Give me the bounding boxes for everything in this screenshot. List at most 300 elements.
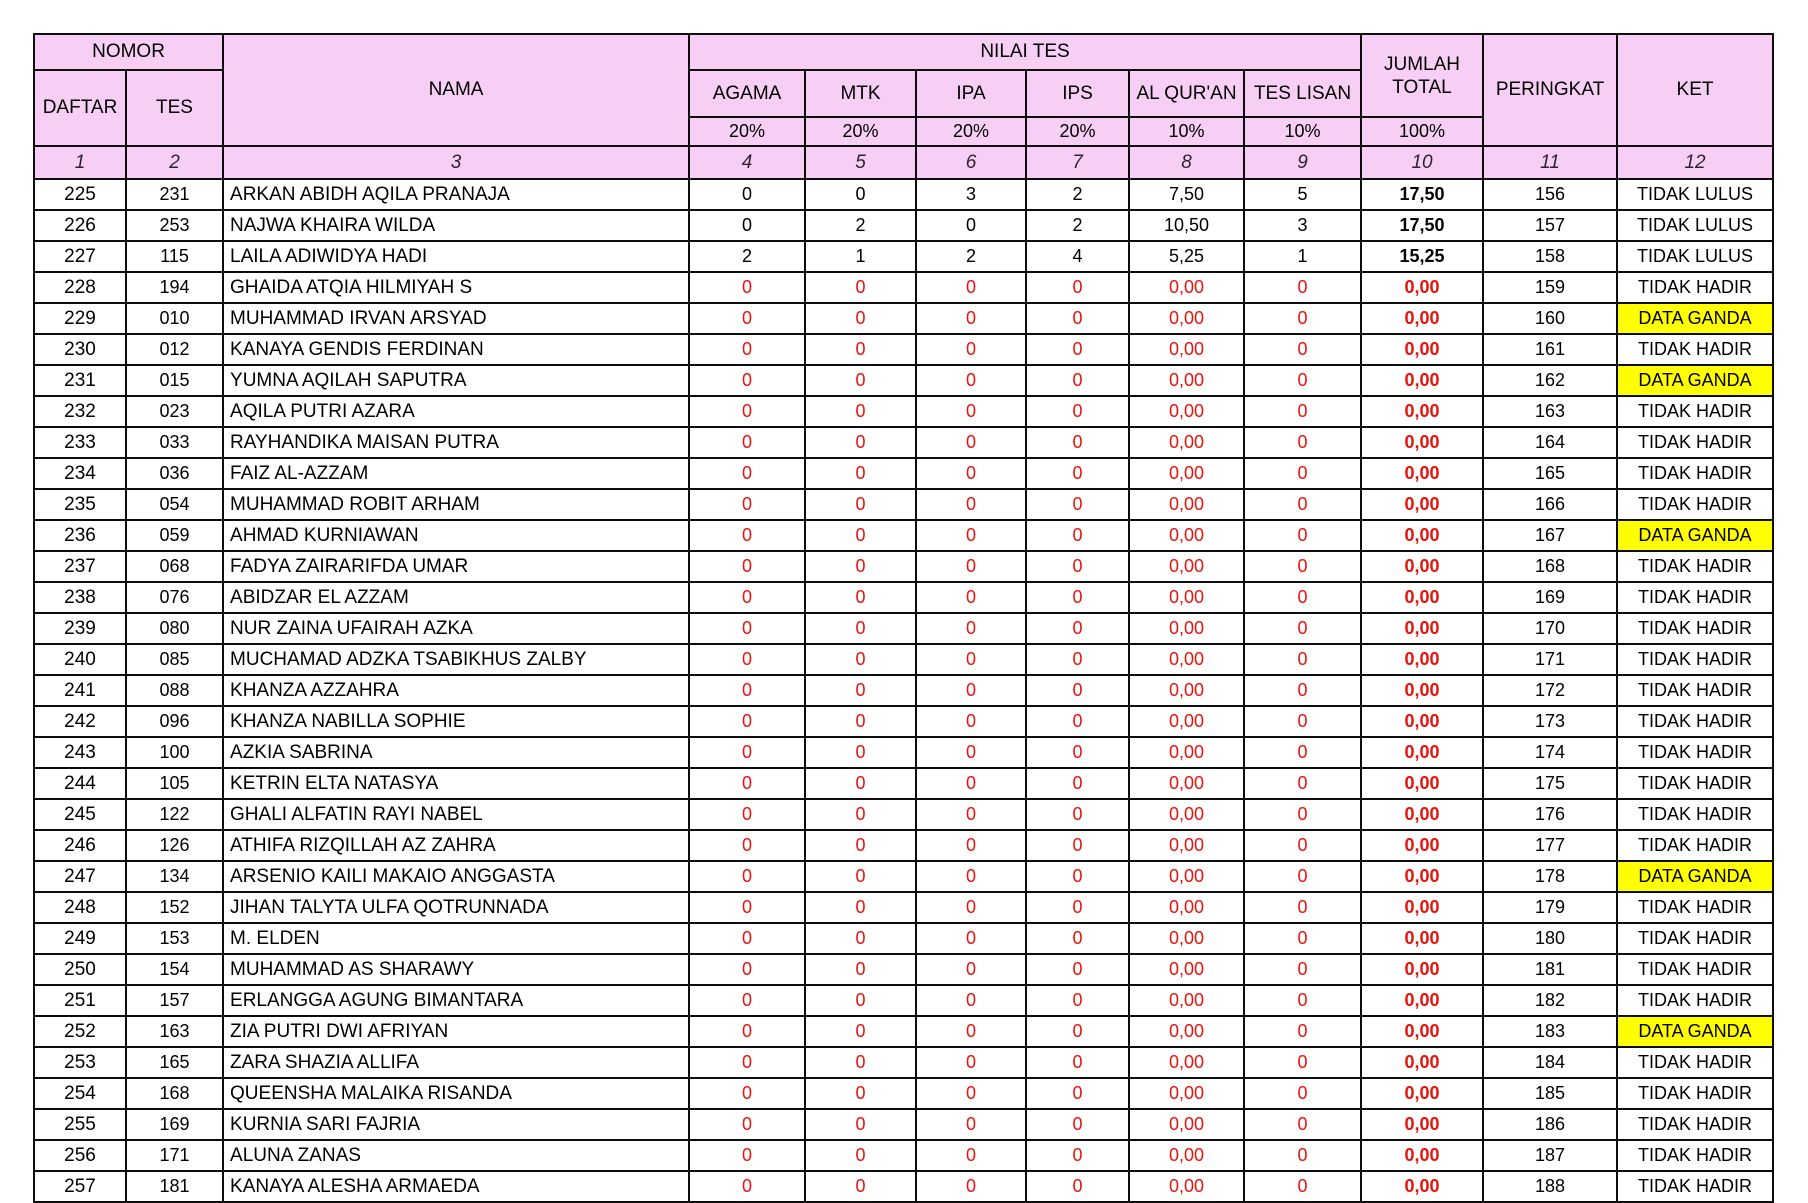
ket-cell: TIDAK HADIR <box>1617 396 1773 427</box>
ket-cell: DATA GANDA <box>1617 303 1773 334</box>
nama-cell: NAJWA KHAIRA WILDA <box>223 210 689 241</box>
daftar-cell: 229 <box>34 303 126 334</box>
score-cell: 0 <box>1026 489 1129 520</box>
score-cell: 0,00 <box>1129 1109 1244 1140</box>
score-cell: 0,00 <box>1129 427 1244 458</box>
ket-cell: TIDAK HADIR <box>1617 892 1773 923</box>
nama-cell: MUHAMMAD AS SHARAWY <box>223 954 689 985</box>
score-cell: 0 <box>805 334 916 365</box>
weight-agama: 20% <box>689 117 805 146</box>
ket-cell: DATA GANDA <box>1617 365 1773 396</box>
peringkat-cell: 175 <box>1483 768 1617 799</box>
score-cell: 0 <box>1026 706 1129 737</box>
score-cell: 5,25 <box>1129 241 1244 272</box>
tes-cell: 068 <box>126 551 223 582</box>
weight-ipa: 20% <box>916 117 1026 146</box>
table-row <box>34 985 1773 1016</box>
daftar-cell: 254 <box>34 1078 126 1109</box>
table-row <box>34 830 1773 861</box>
score-cell: 0 <box>916 830 1026 861</box>
score-cell: 0 <box>689 985 805 1016</box>
col-number-5: 5 <box>805 146 916 179</box>
score-cell: 0,00 <box>1129 303 1244 334</box>
table-row <box>34 1109 1773 1140</box>
peringkat-cell: 162 <box>1483 365 1617 396</box>
nama-cell: FAIZ AL-AZZAM <box>223 458 689 489</box>
score-cell: 0 <box>689 892 805 923</box>
score-cell: 0 <box>916 1140 1026 1171</box>
score-cell: 2 <box>1026 210 1129 241</box>
score-cell: 0 <box>916 768 1026 799</box>
score-cell: 0 <box>1026 768 1129 799</box>
score-cell: 0 <box>689 861 805 892</box>
score-cell: 0 <box>1244 458 1361 489</box>
daftar-cell: 245 <box>34 799 126 830</box>
score-cell: 0 <box>805 179 916 210</box>
total-cell: 0,00 <box>1361 675 1483 706</box>
col-number-7: 7 <box>1026 146 1129 179</box>
peringkat-cell: 181 <box>1483 954 1617 985</box>
ket-cell: TIDAK HADIR <box>1617 644 1773 675</box>
ket-cell: TIDAK HADIR <box>1617 489 1773 520</box>
score-cell: 0,00 <box>1129 768 1244 799</box>
score-cell: 0 <box>805 923 916 954</box>
daftar-cell: 239 <box>34 613 126 644</box>
nama-cell: FADYA ZAIRARIFDA UMAR <box>223 551 689 582</box>
tes-cell: 059 <box>126 520 223 551</box>
nama-cell: RAYHANDIKA MAISAN PUTRA <box>223 427 689 458</box>
total-cell: 0,00 <box>1361 334 1483 365</box>
total-cell: 0,00 <box>1361 1047 1483 1078</box>
score-cell: 0 <box>916 799 1026 830</box>
ket-cell: TIDAK HADIR <box>1617 737 1773 768</box>
tes-cell: 033 <box>126 427 223 458</box>
daftar-cell: 252 <box>34 1016 126 1047</box>
score-cell: 0 <box>689 396 805 427</box>
score-cell: 0 <box>916 737 1026 768</box>
score-cell: 0,00 <box>1129 1016 1244 1047</box>
score-cell: 0 <box>916 582 1026 613</box>
daftar-cell: 246 <box>34 830 126 861</box>
tes-cell: 171 <box>126 1140 223 1171</box>
score-cell: 7,50 <box>1129 179 1244 210</box>
score-cell: 0 <box>1244 861 1361 892</box>
score-cell: 0 <box>1026 427 1129 458</box>
col-number-12: 12 <box>1617 146 1773 179</box>
table-row <box>34 241 1773 272</box>
total-cell: 0,00 <box>1361 768 1483 799</box>
tes-cell: 163 <box>126 1016 223 1047</box>
score-cell: 2 <box>689 241 805 272</box>
score-cell: 0 <box>1026 272 1129 303</box>
score-cell: 5 <box>1244 179 1361 210</box>
score-cell: 0 <box>1244 427 1361 458</box>
score-cell: 0 <box>689 303 805 334</box>
daftar-cell: 243 <box>34 737 126 768</box>
score-cell: 0 <box>689 582 805 613</box>
score-cell: 0 <box>1026 923 1129 954</box>
table-row <box>34 334 1773 365</box>
score-cell: 0 <box>805 1016 916 1047</box>
daftar-cell: 244 <box>34 768 126 799</box>
score-cell: 0 <box>1244 303 1361 334</box>
subject-header-mtk: MTK <box>805 70 916 117</box>
daftar-cell: 249 <box>34 923 126 954</box>
tes-cell: 181 <box>126 1171 223 1202</box>
score-cell: 0 <box>805 520 916 551</box>
score-cell: 0 <box>689 1140 805 1171</box>
score-cell: 0 <box>689 1016 805 1047</box>
tes-cell: 134 <box>126 861 223 892</box>
daftar-cell: 234 <box>34 458 126 489</box>
nama-cell: ALUNA ZANAS <box>223 1140 689 1171</box>
daftar-cell: 232 <box>34 396 126 427</box>
peringkat-cell: 159 <box>1483 272 1617 303</box>
exam-results-sheet <box>33 33 1774 1203</box>
daftar-cell: 228 <box>34 272 126 303</box>
score-cell: 0 <box>1026 303 1129 334</box>
total-cell: 15,25 <box>1361 241 1483 272</box>
tes-cell: 115 <box>126 241 223 272</box>
score-cell: 0 <box>1244 613 1361 644</box>
peringkat-cell: 174 <box>1483 737 1617 768</box>
peringkat-cell: 187 <box>1483 1140 1617 1171</box>
table-row <box>34 303 1773 334</box>
table-row <box>34 675 1773 706</box>
peringkat-cell: 163 <box>1483 396 1617 427</box>
daftar-cell: 226 <box>34 210 126 241</box>
tes-cell: 105 <box>126 768 223 799</box>
peringkat-cell: 183 <box>1483 1016 1617 1047</box>
table-row <box>34 892 1773 923</box>
table-row <box>34 1016 1773 1047</box>
score-cell: 0,00 <box>1129 706 1244 737</box>
total-cell: 0,00 <box>1361 985 1483 1016</box>
jumlah-total-header: JUMLAH TOTAL <box>1361 34 1483 117</box>
col-number-8: 8 <box>1129 146 1244 179</box>
peringkat-cell: 184 <box>1483 1047 1617 1078</box>
score-cell: 0 <box>916 458 1026 489</box>
score-cell: 0 <box>689 1047 805 1078</box>
subject-header-agama: AGAMA <box>689 70 805 117</box>
score-cell: 0 <box>1244 768 1361 799</box>
nama-cell: KANAYA GENDIS FERDINAN <box>223 334 689 365</box>
tes-cell: 076 <box>126 582 223 613</box>
ket-cell: TIDAK HADIR <box>1617 923 1773 954</box>
total-cell: 0,00 <box>1361 551 1483 582</box>
nama-cell: KURNIA SARI FAJRIA <box>223 1109 689 1140</box>
tes-cell: 126 <box>126 830 223 861</box>
tes-cell: 169 <box>126 1109 223 1140</box>
score-cell: 0,00 <box>1129 923 1244 954</box>
daftar-cell: 235 <box>34 489 126 520</box>
nama-cell: MUHAMMAD ROBIT ARHAM <box>223 489 689 520</box>
score-cell: 0 <box>689 768 805 799</box>
peringkat-cell: 171 <box>1483 644 1617 675</box>
nama-cell: ZARA SHAZIA ALLIFA <box>223 1047 689 1078</box>
daftar-cell: 247 <box>34 861 126 892</box>
total-cell: 0,00 <box>1361 923 1483 954</box>
total-cell: 0,00 <box>1361 520 1483 551</box>
score-cell: 0 <box>1026 1171 1129 1202</box>
table-row <box>34 1078 1773 1109</box>
peringkat-header: PERINGKAT <box>1483 34 1617 146</box>
table-row <box>34 458 1773 489</box>
peringkat-cell: 186 <box>1483 1109 1617 1140</box>
table-row <box>34 551 1773 582</box>
tes-cell: 168 <box>126 1078 223 1109</box>
score-cell: 0 <box>805 396 916 427</box>
nama-cell: GHAIDA ATQIA HILMIYAH S <box>223 272 689 303</box>
score-cell: 0,00 <box>1129 675 1244 706</box>
subject-header-ipa: IPA <box>916 70 1026 117</box>
nama-cell: M. ELDEN <box>223 923 689 954</box>
score-cell: 0,00 <box>1129 830 1244 861</box>
score-cell: 0 <box>805 675 916 706</box>
nama-cell: KETRIN ELTA NATASYA <box>223 768 689 799</box>
nama-cell: KANAYA ALESHA ARMAEDA <box>223 1171 689 1202</box>
nama-cell: ARKAN ABIDH AQILA PRANAJA <box>223 179 689 210</box>
table-row <box>34 520 1773 551</box>
score-cell: 0 <box>805 892 916 923</box>
score-cell: 0 <box>1026 799 1129 830</box>
nama-cell: LAILA ADIWIDYA HADI <box>223 241 689 272</box>
nilai-tes-group-header: NILAI TES <box>689 34 1361 70</box>
score-cell: 0 <box>916 613 1026 644</box>
score-cell: 0 <box>1026 830 1129 861</box>
score-cell: 0 <box>805 954 916 985</box>
score-cell: 0 <box>1026 737 1129 768</box>
table-row <box>34 737 1773 768</box>
score-cell: 0 <box>689 365 805 396</box>
tes-cell: 122 <box>126 799 223 830</box>
tes-cell: 088 <box>126 675 223 706</box>
score-cell: 0 <box>1244 644 1361 675</box>
table-header <box>34 34 1773 179</box>
total-cell: 0,00 <box>1361 737 1483 768</box>
ket-cell: TIDAK LULUS <box>1617 241 1773 272</box>
score-cell: 0 <box>689 458 805 489</box>
ket-header: KET <box>1617 34 1773 146</box>
ket-cell: TIDAK HADIR <box>1617 1171 1773 1202</box>
exam-results-table <box>33 33 1774 1203</box>
score-cell: 0,00 <box>1129 458 1244 489</box>
ket-cell: TIDAK HADIR <box>1617 551 1773 582</box>
peringkat-cell: 157 <box>1483 210 1617 241</box>
ket-cell: TIDAK HADIR <box>1617 272 1773 303</box>
ket-cell: TIDAK HADIR <box>1617 706 1773 737</box>
peringkat-cell: 188 <box>1483 1171 1617 1202</box>
ket-cell: DATA GANDA <box>1617 520 1773 551</box>
table-row <box>34 427 1773 458</box>
score-cell: 0 <box>916 706 1026 737</box>
table-body <box>34 179 1773 1202</box>
tes-cell: 157 <box>126 985 223 1016</box>
score-cell: 0 <box>1026 1140 1129 1171</box>
score-cell: 0 <box>1244 582 1361 613</box>
score-cell: 0 <box>1244 520 1361 551</box>
total-cell: 0,00 <box>1361 427 1483 458</box>
score-cell: 0,00 <box>1129 954 1244 985</box>
score-cell: 0,00 <box>1129 551 1244 582</box>
nama-cell: MUHAMMAD IRVAN ARSYAD <box>223 303 689 334</box>
score-cell: 0,00 <box>1129 520 1244 551</box>
ket-cell: TIDAK HADIR <box>1617 427 1773 458</box>
score-cell: 0 <box>689 551 805 582</box>
table-row <box>34 489 1773 520</box>
total-cell: 0,00 <box>1361 613 1483 644</box>
subject-header-ips: IPS <box>1026 70 1129 117</box>
score-cell: 0 <box>1244 1047 1361 1078</box>
peringkat-cell: 156 <box>1483 179 1617 210</box>
total-cell: 0,00 <box>1361 954 1483 985</box>
tes-cell: 096 <box>126 706 223 737</box>
peringkat-cell: 169 <box>1483 582 1617 613</box>
peringkat-cell: 176 <box>1483 799 1617 830</box>
score-cell: 0 <box>916 861 1026 892</box>
score-cell: 0 <box>805 303 916 334</box>
score-cell: 0 <box>689 644 805 675</box>
score-cell: 0 <box>916 1078 1026 1109</box>
score-cell: 0 <box>1244 551 1361 582</box>
table-row <box>34 706 1773 737</box>
table-row <box>34 582 1773 613</box>
ket-cell: DATA GANDA <box>1617 861 1773 892</box>
score-cell: 0 <box>1026 1109 1129 1140</box>
ket-cell: TIDAK HADIR <box>1617 334 1773 365</box>
nama-cell: ATHIFA RIZQILLAH AZ ZAHRA <box>223 830 689 861</box>
score-cell: 0 <box>1244 1109 1361 1140</box>
score-cell: 0,00 <box>1129 644 1244 675</box>
score-cell: 0,00 <box>1129 1140 1244 1171</box>
score-cell: 0 <box>1244 985 1361 1016</box>
score-cell: 0 <box>805 458 916 489</box>
peringkat-cell: 178 <box>1483 861 1617 892</box>
nama-header: NAMA <box>223 34 689 146</box>
total-cell: 0,00 <box>1361 644 1483 675</box>
score-cell: 2 <box>916 241 1026 272</box>
score-cell: 0 <box>805 1140 916 1171</box>
tes-cell: 253 <box>126 210 223 241</box>
nama-cell: KHANZA AZZAHRA <box>223 675 689 706</box>
score-cell: 0 <box>1026 520 1129 551</box>
score-cell: 0 <box>916 551 1026 582</box>
score-cell: 0 <box>916 1016 1026 1047</box>
score-cell: 0 <box>1244 1140 1361 1171</box>
score-cell: 0 <box>689 489 805 520</box>
nama-cell: KHANZA NABILLA SOPHIE <box>223 706 689 737</box>
total-cell: 0,00 <box>1361 303 1483 334</box>
nama-cell: ERLANGGA AGUNG BIMANTARA <box>223 985 689 1016</box>
score-cell: 0,00 <box>1129 1078 1244 1109</box>
score-cell: 0 <box>805 365 916 396</box>
total-cell: 0,00 <box>1361 1109 1483 1140</box>
score-cell: 0 <box>805 737 916 768</box>
score-cell: 0 <box>1026 396 1129 427</box>
score-cell: 1 <box>1244 241 1361 272</box>
daftar-cell: 256 <box>34 1140 126 1171</box>
score-cell: 0 <box>1244 675 1361 706</box>
score-cell: 0 <box>689 210 805 241</box>
peringkat-cell: 158 <box>1483 241 1617 272</box>
score-cell: 0,00 <box>1129 799 1244 830</box>
daftar-header: DAFTAR <box>34 70 126 146</box>
table-row <box>34 396 1773 427</box>
table-row <box>34 179 1773 210</box>
tes-cell: 154 <box>126 954 223 985</box>
score-cell: 10,50 <box>1129 210 1244 241</box>
daftar-cell: 257 <box>34 1171 126 1202</box>
score-cell: 0 <box>916 489 1026 520</box>
score-cell: 2 <box>1026 179 1129 210</box>
score-cell: 0 <box>1244 489 1361 520</box>
score-cell: 0 <box>805 582 916 613</box>
score-cell: 0,00 <box>1129 613 1244 644</box>
nama-cell: GHALI ALFATIN RAYI NABEL <box>223 799 689 830</box>
table-row <box>34 365 1773 396</box>
score-cell: 0 <box>689 520 805 551</box>
score-cell: 0 <box>1026 1047 1129 1078</box>
col-number-1: 1 <box>34 146 126 179</box>
daftar-cell: 241 <box>34 675 126 706</box>
score-cell: 0 <box>805 861 916 892</box>
score-cell: 0,00 <box>1129 985 1244 1016</box>
ket-cell: TIDAK HADIR <box>1617 675 1773 706</box>
score-cell: 0 <box>689 830 805 861</box>
score-cell: 0 <box>1026 458 1129 489</box>
table-row <box>34 768 1773 799</box>
col-number-11: 11 <box>1483 146 1617 179</box>
ket-cell: TIDAK HADIR <box>1617 458 1773 489</box>
score-cell: 0 <box>1244 334 1361 365</box>
score-cell: 0 <box>1244 1171 1361 1202</box>
peringkat-cell: 165 <box>1483 458 1617 489</box>
ket-cell: TIDAK HADIR <box>1617 830 1773 861</box>
nama-cell: NUR ZAINA UFAIRAH AZKA <box>223 613 689 644</box>
score-cell: 0 <box>916 954 1026 985</box>
col-number-9: 9 <box>1244 146 1361 179</box>
score-cell: 0 <box>916 985 1026 1016</box>
score-cell: 0,00 <box>1129 1171 1244 1202</box>
tes-cell: 165 <box>126 1047 223 1078</box>
ket-cell: TIDAK HADIR <box>1617 985 1773 1016</box>
score-cell: 0 <box>689 706 805 737</box>
score-cell: 0 <box>916 272 1026 303</box>
table-row <box>34 613 1773 644</box>
score-cell: 0 <box>805 644 916 675</box>
total-cell: 0,00 <box>1361 1140 1483 1171</box>
daftar-cell: 230 <box>34 334 126 365</box>
nomor-group-header: NOMOR <box>34 34 223 70</box>
subject-header-alquran: AL QUR'AN <box>1129 70 1244 117</box>
score-cell: 0 <box>805 799 916 830</box>
score-cell: 0 <box>916 303 1026 334</box>
col-number-10: 10 <box>1361 146 1483 179</box>
score-cell: 0 <box>916 675 1026 706</box>
score-cell: 0 <box>1026 954 1129 985</box>
daftar-cell: 236 <box>34 520 126 551</box>
score-cell: 0 <box>689 1109 805 1140</box>
table-row <box>34 1140 1773 1171</box>
header-row-colnumbers <box>34 146 1773 179</box>
total-cell: 0,00 <box>1361 1171 1483 1202</box>
score-cell: 0 <box>1244 892 1361 923</box>
score-cell: 0 <box>689 334 805 365</box>
col-number-6: 6 <box>916 146 1026 179</box>
peringkat-cell: 161 <box>1483 334 1617 365</box>
ket-cell: TIDAK HADIR <box>1617 1109 1773 1140</box>
col-number-4: 4 <box>689 146 805 179</box>
